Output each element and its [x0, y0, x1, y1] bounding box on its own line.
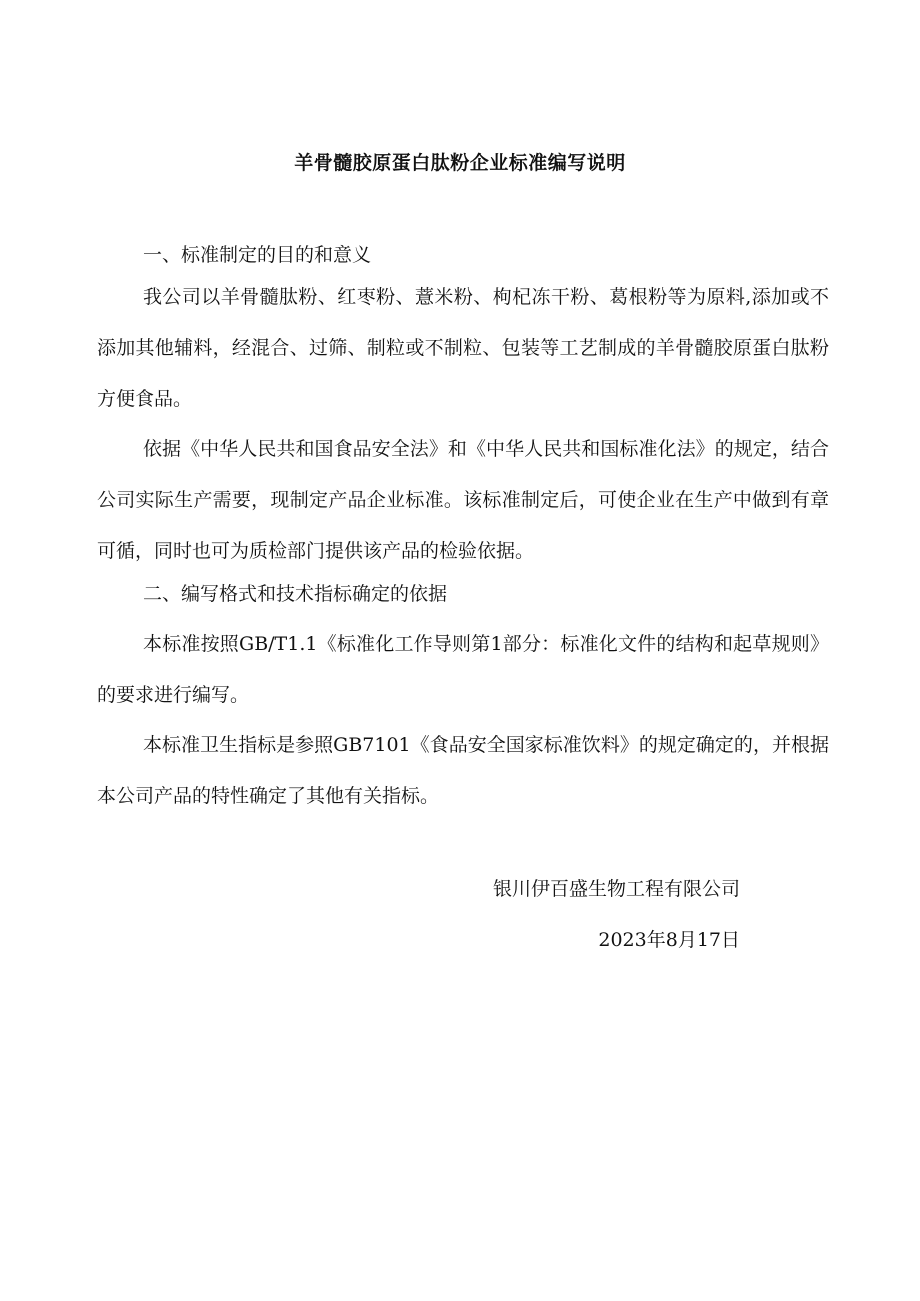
paragraph-product-description: 我公司以羊骨髓肽粉、红枣粉、薏米粉、枸杞冻干粉、葛根粉等为原料,添加或不添加其他辅料，经混合、过筛、制粒或不制粒、包装等工艺制成的羊骨髓胶原蛋白肽粉方便食品。 [97, 286, 829, 410]
section-heading-format-basis: 二、编写格式和技术指标确定的依据 [143, 583, 448, 605]
signature-company: 银川伊百盛生物工程有限公司 [492, 878, 740, 900]
paragraph-legal-basis: 依据《中华人民共和国食品安全法》和《中华人民共和国标准化法》的规定，结合公司实际生产需要，现制定产品企业标准。该标准制定后，可使企业在生产中做到有章可循，同时也可为质检部门提供该产品的检验依据。 [97, 438, 829, 562]
signature-date: 2023年8月17日 [598, 929, 740, 951]
paragraph-hygiene-indicators: 本标准卫生指标是参照GB7101《食品安全国家标准饮料》的规定确定的，并根据本公司产品的特性确定了其他有关指标。 [97, 734, 829, 807]
section-heading-purpose: 一、标准制定的目的和意义 [143, 244, 372, 266]
paragraph-format-standard: 本标准按照GB/T1.1《标准化工作导则第1部分：标准化文件的结构和起草规则》的要求进行编写。 [97, 633, 829, 706]
page-title: 羊骨髓胶原蛋白肽粉企业标准编写说明 [294, 152, 626, 174]
